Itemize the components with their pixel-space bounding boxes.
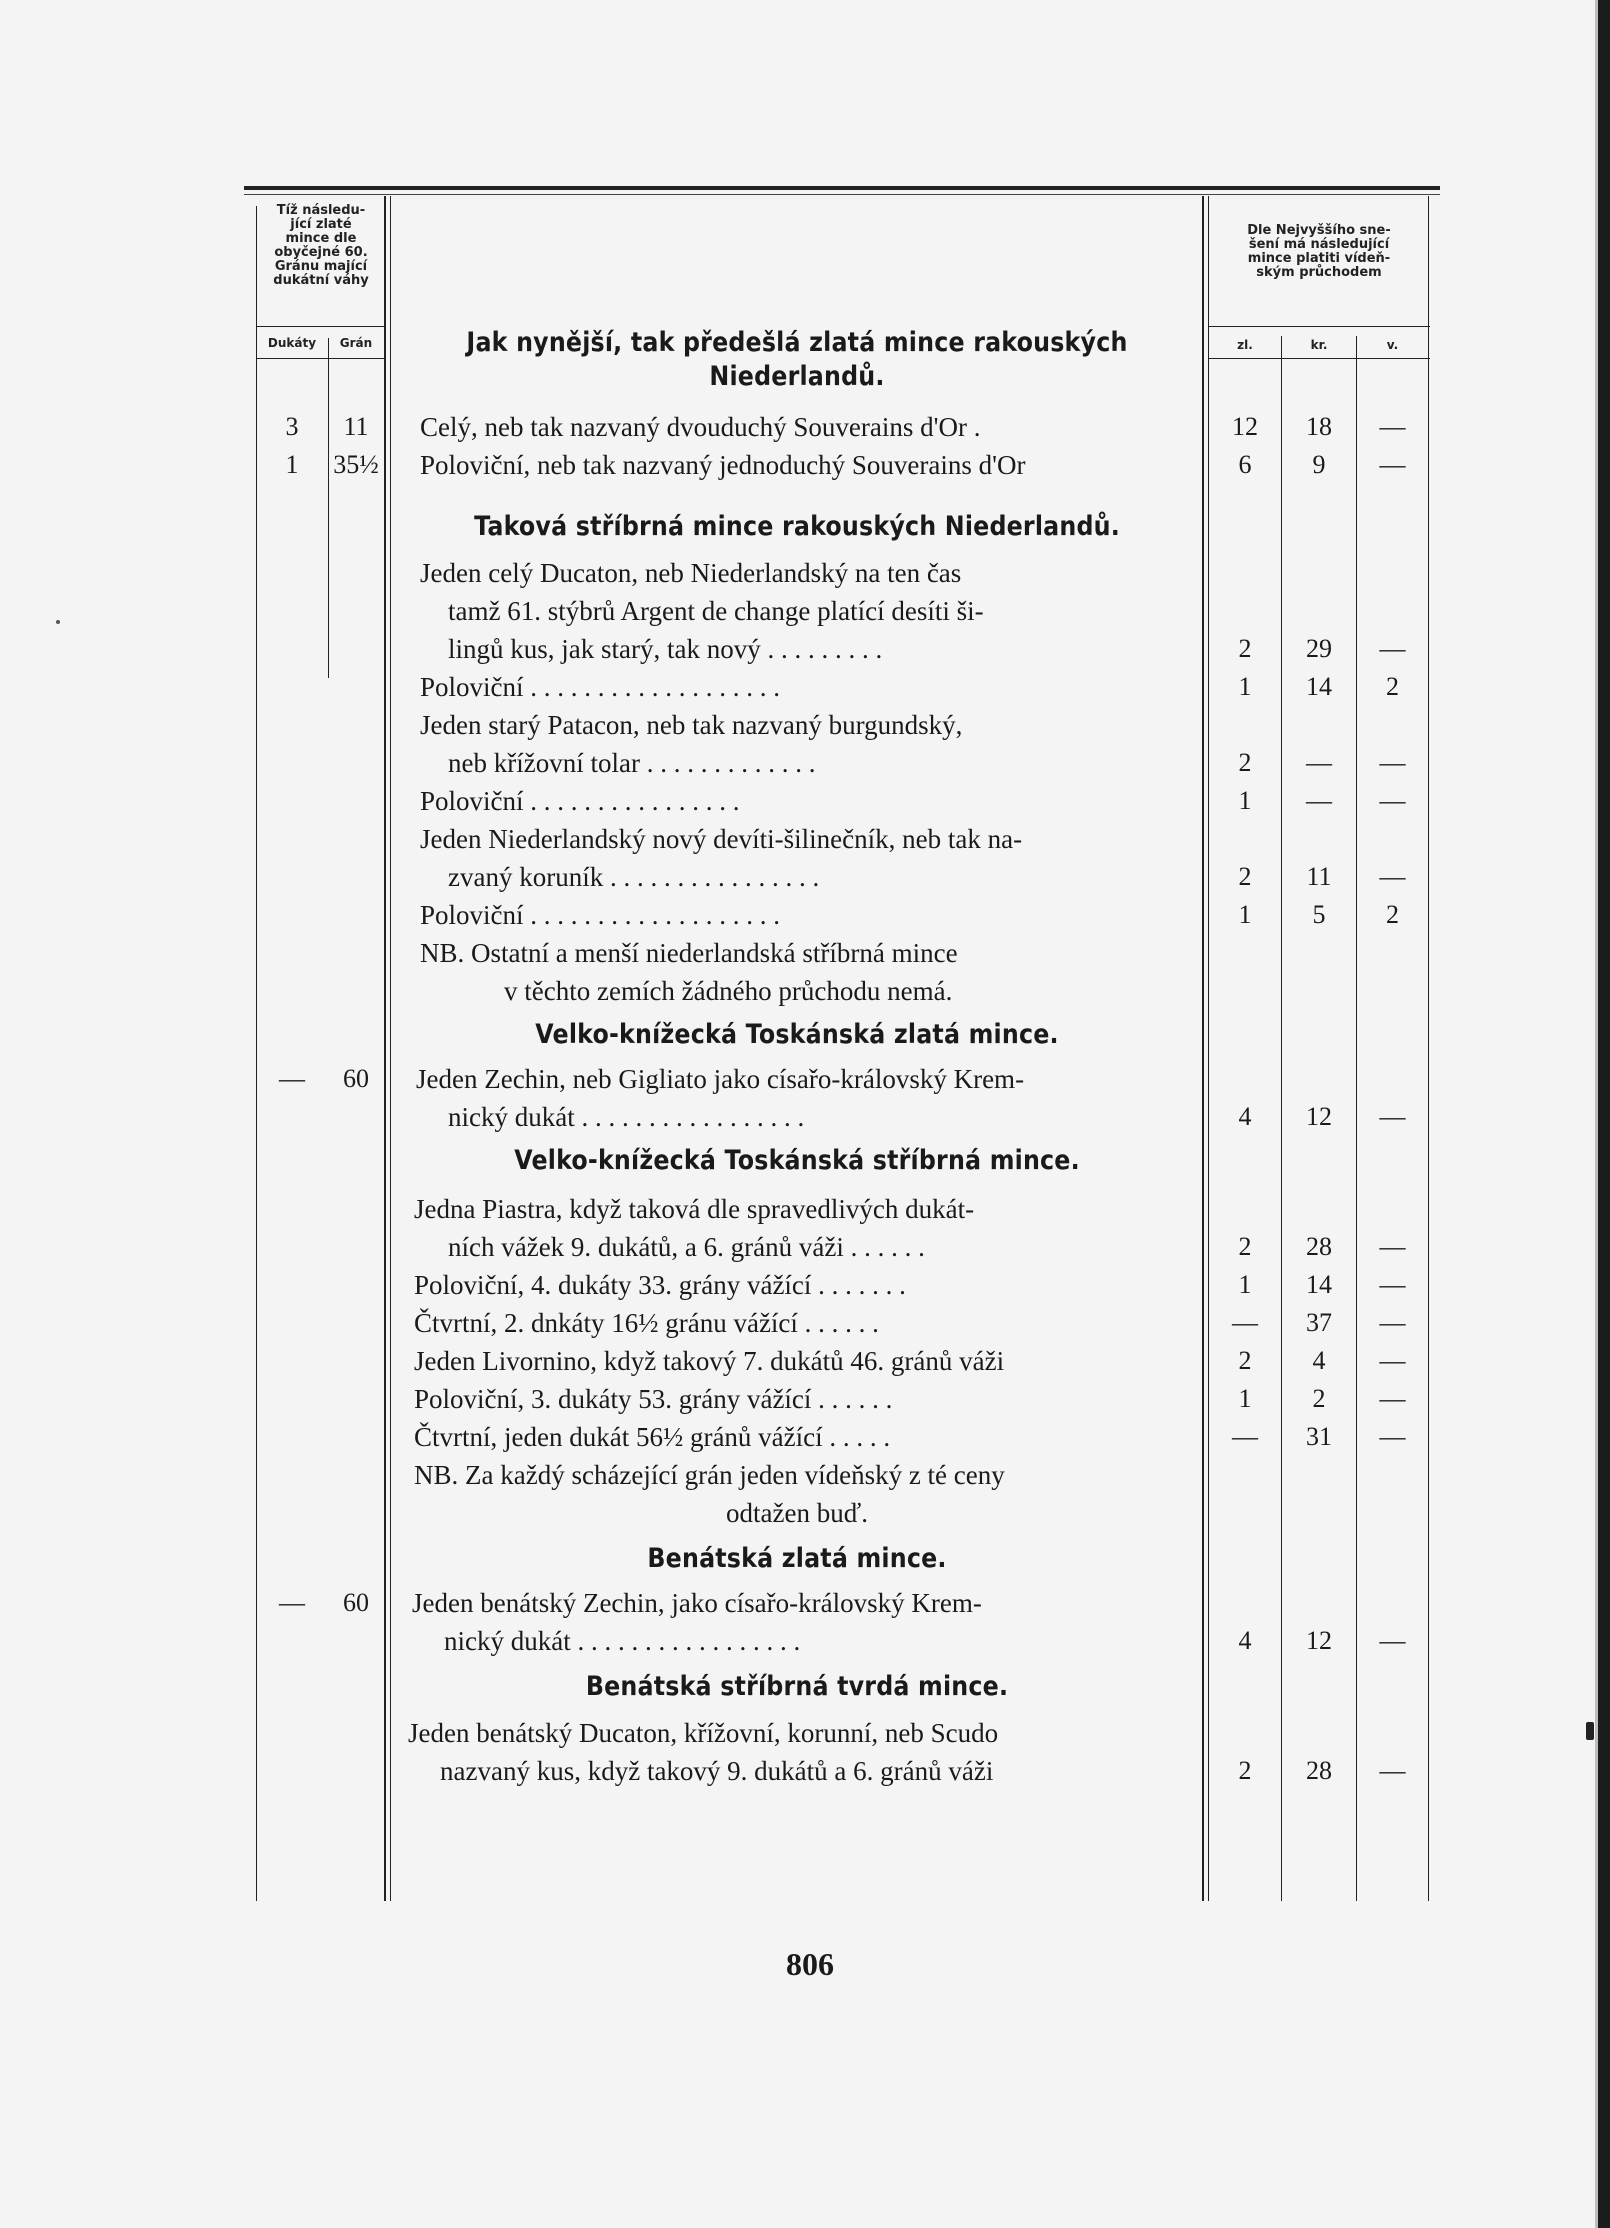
kr-cell: 29 — [1306, 634, 1332, 663]
zl-cell: 1 — [1238, 1384, 1252, 1413]
v-header: v. — [1386, 338, 1399, 352]
kr-cell: 31 — [1306, 1422, 1332, 1451]
note-text: NB. Za každý scházející grán jeden vídeňský z té ceny — [414, 1460, 1005, 1490]
top-rule — [244, 186, 1440, 190]
v-cell: — — [1379, 450, 1406, 479]
dukaty-cell: 1 — [285, 450, 299, 479]
left-title-line: jící zlaté — [290, 217, 352, 232]
note-text: odtažen buď. — [726, 1498, 868, 1528]
row-text: Čtvrtní, jeden dukát 56½ gránů vážící . . . . . — [414, 1422, 891, 1452]
dukaty-gran-divider — [328, 338, 329, 678]
left-title-line: Gránu mající — [274, 259, 368, 274]
v-cell: — — [1379, 1384, 1406, 1413]
kr-cell: 2 — [1312, 1384, 1326, 1413]
kr-cell: 14 — [1306, 672, 1332, 701]
row-text: Poloviční, 4. dukáty 33. grány vážící . . . . . . . — [414, 1270, 906, 1300]
row-text: neb křížovní tolar . . . . . . . . . . . . . — [448, 748, 816, 778]
section-title — [441, 1144, 1154, 1178]
row-text: Poloviční . . . . . . . . . . . . . . . . . . . — [420, 900, 781, 930]
v-cell: — — [1379, 1626, 1406, 1655]
zl-cell: 1 — [1238, 672, 1252, 701]
kr-cell: 37 — [1306, 1308, 1332, 1337]
dukaty-header: Dukáty — [267, 336, 317, 350]
zl-cell: 2 — [1238, 1346, 1252, 1375]
section-title-line: Niederlandů. — [709, 361, 885, 392]
row-text: Jeden Zechin, neb Gigliato jako císařo-královský Krem- — [416, 1064, 1025, 1094]
zl-cell: 2 — [1238, 862, 1252, 891]
zl-cell: 1 — [1238, 900, 1252, 929]
zl-cell: 2 — [1238, 634, 1252, 663]
dukaty-cell: — — [279, 1588, 305, 1617]
kr-cell: 4 — [1312, 1346, 1326, 1375]
left-columns-line-b — [390, 196, 391, 1901]
v-cell: — — [1379, 634, 1406, 663]
right-title-line: Dle Nejvyššího sne- — [1247, 223, 1391, 238]
row-text: Jeden celý Ducaton, neb Niederlandský na ten čas — [420, 558, 962, 588]
v-cell: — — [1379, 786, 1406, 815]
left-header-rule — [256, 326, 386, 327]
row-text: Poloviční, neb tak nazvaný jednoduchý Souverains d'Or — [420, 450, 1026, 480]
v-cell: 2 — [1386, 900, 1399, 929]
zl-cell: 1 — [1238, 1270, 1252, 1299]
note-text: v těchto zemích žádného průchodu nemá. — [504, 976, 953, 1006]
v-cell: — — [1379, 1102, 1406, 1131]
left-subheader-rule — [256, 358, 386, 359]
section-title — [441, 1018, 1154, 1052]
section-title-line: Jak nynější, tak předešlá zlatá mince rakouských — [466, 327, 1128, 358]
right-title-line: mince platiti vídeň- — [1247, 251, 1391, 266]
row-text: lingů kus, jak starý, tak nový . . . . . . . . . — [448, 634, 883, 664]
zl-cell: 6 — [1238, 450, 1252, 479]
kr-cell: 28 — [1306, 1756, 1332, 1785]
kr-cell: 5 — [1312, 900, 1326, 929]
right-columns-line-b — [1208, 196, 1209, 1901]
dukaty-cell: 3 — [285, 412, 299, 441]
section-title-line: Velko-knížecká Toskánská stříbrná mince. — [514, 1145, 1080, 1176]
row-text: zvaný koruník . . . . . . . . . . . . . . . . — [448, 862, 820, 892]
row-text: Poloviční, 3. dukáty 53. grány vážící . . . . . . — [414, 1384, 893, 1414]
zl-cell: 4 — [1238, 1626, 1252, 1655]
gran-cell: 60 — [343, 1588, 369, 1617]
zl-cell: — — [1232, 1422, 1258, 1451]
zl-cell: 2 — [1238, 748, 1252, 777]
note-text: NB. Ostatní a menší niederlandská stříbrná mince — [420, 938, 958, 968]
zl-cell: 2 — [1238, 1232, 1252, 1261]
zl-cell: 4 — [1238, 1102, 1252, 1131]
row-text: Jeden Livornino, když takový 7. dukátů 46. gránů váži — [414, 1346, 1005, 1376]
row-text: Celý, neb tak nazvaný dvouduchý Souverains d'Or . — [420, 412, 981, 442]
v-cell: — — [1379, 1270, 1406, 1299]
v-cell: — — [1379, 748, 1406, 777]
kr-cell: — — [1306, 748, 1332, 777]
kr-cell: 11 — [1306, 862, 1332, 891]
v-cell: — — [1379, 1422, 1406, 1451]
kr-cell: 9 — [1312, 450, 1326, 479]
v-cell: 2 — [1386, 672, 1399, 701]
zl-cell: 2 — [1238, 1756, 1252, 1785]
kr-cell: 12 — [1306, 1626, 1332, 1655]
section-title-line: Velko-knížecká Toskánská zlatá mince. — [535, 1019, 1059, 1050]
v-cell: — — [1379, 1232, 1406, 1261]
v-cell: — — [1379, 1346, 1406, 1375]
dukaty-cell: — — [279, 1064, 305, 1093]
row-text: tamž 61. stýbrů Argent de change platící desíti ši- — [448, 596, 984, 626]
right-title-line: šení má následující — [1248, 237, 1390, 252]
left-title-line: mince dle — [285, 231, 357, 246]
left-title-line: Tíž následu- — [276, 203, 366, 218]
kr-header: kr. — [1310, 338, 1328, 352]
kr-cell: — — [1306, 786, 1332, 815]
row-text: nický dukát . . . . . . . . . . . . . . . . . — [444, 1626, 801, 1656]
zl-header: zl. — [1237, 338, 1253, 352]
coin-table — [244, 186, 1440, 1901]
section-title — [441, 510, 1154, 544]
row-text: Čtvrtní, 2. dnkáty 16½ gránu vážící . . . . . . — [414, 1308, 879, 1338]
row-text: Jeden benátský Ducaton, křížovní, korunní, neb Scudo — [408, 1718, 999, 1748]
right-header-rule — [1208, 326, 1430, 327]
zl-cell: — — [1232, 1308, 1258, 1337]
row-text: Poloviční . . . . . . . . . . . . . . . . — [420, 786, 740, 816]
section-title-line: Benátská stříbrná tvrdá mince. — [585, 1671, 1009, 1702]
left-columns-line-a — [384, 196, 386, 1901]
left-title-line: dukátní váhy — [273, 273, 369, 288]
v-cell: — — [1379, 1308, 1406, 1337]
top-rule-thin — [244, 194, 1440, 195]
row-text: Jedna Piastra, když taková dle spravedlivých dukát- — [414, 1194, 975, 1224]
left-title-line: obyčejné 60. — [274, 245, 368, 260]
section-title-line: Taková stříbrná mince rakouských Niederlandů. — [474, 511, 1120, 542]
gran-cell: 11 — [343, 412, 369, 441]
kr-cell: 28 — [1306, 1232, 1332, 1261]
kr-cell: 12 — [1306, 1102, 1332, 1131]
gran-cell: 35½ — [333, 450, 379, 479]
row-text: Jeden Niederlandský nový devíti-šilinečník, neb tak na- — [420, 824, 1023, 854]
v-cell: — — [1379, 1756, 1406, 1785]
v-cell: — — [1379, 412, 1406, 441]
right-columns-line-a — [1202, 196, 1204, 1901]
section-title — [441, 1542, 1154, 1576]
section-title — [441, 1670, 1154, 1704]
page-edge — [1598, 0, 1610, 2228]
row-text: nazvaný kus, když takový 9. dukátů a 6. gránů váži — [440, 1756, 994, 1786]
left-column-title — [258, 204, 384, 288]
speck — [56, 620, 60, 624]
right-edge-line — [1428, 196, 1429, 1901]
right-column-title — [1210, 224, 1428, 280]
row-text: Jeden benátský Zechin, jako císařo-královský Krem- — [412, 1588, 982, 1618]
section-title — [441, 326, 1154, 394]
kr-cell: 14 — [1306, 1270, 1332, 1299]
right-title-line: ským průchodem — [1256, 265, 1382, 280]
row-text: nický dukát . . . . . . . . . . . . . . . . . — [448, 1102, 805, 1132]
row-text: ních vážek 9. dukátů, a 6. gránů váži . . . . . . — [448, 1232, 925, 1262]
section-title-line: Benátská zlatá mince. — [647, 1543, 947, 1574]
kr-cell: 18 — [1306, 412, 1332, 441]
right-subheader-rule — [1208, 358, 1430, 359]
zl-cell: 12 — [1232, 412, 1258, 441]
page-number: 806 — [786, 1946, 834, 1982]
zl-cell: 1 — [1238, 786, 1252, 815]
row-text: Poloviční . . . . . . . . . . . . . . . . . . . — [420, 672, 781, 702]
gran-header: Grán — [339, 336, 373, 350]
edge-mark — [1586, 1722, 1594, 1740]
row-text: Jeden starý Patacon, neb tak nazvaný burgundský, — [420, 710, 963, 740]
v-cell: — — [1379, 862, 1406, 891]
gran-cell: 60 — [343, 1064, 369, 1093]
